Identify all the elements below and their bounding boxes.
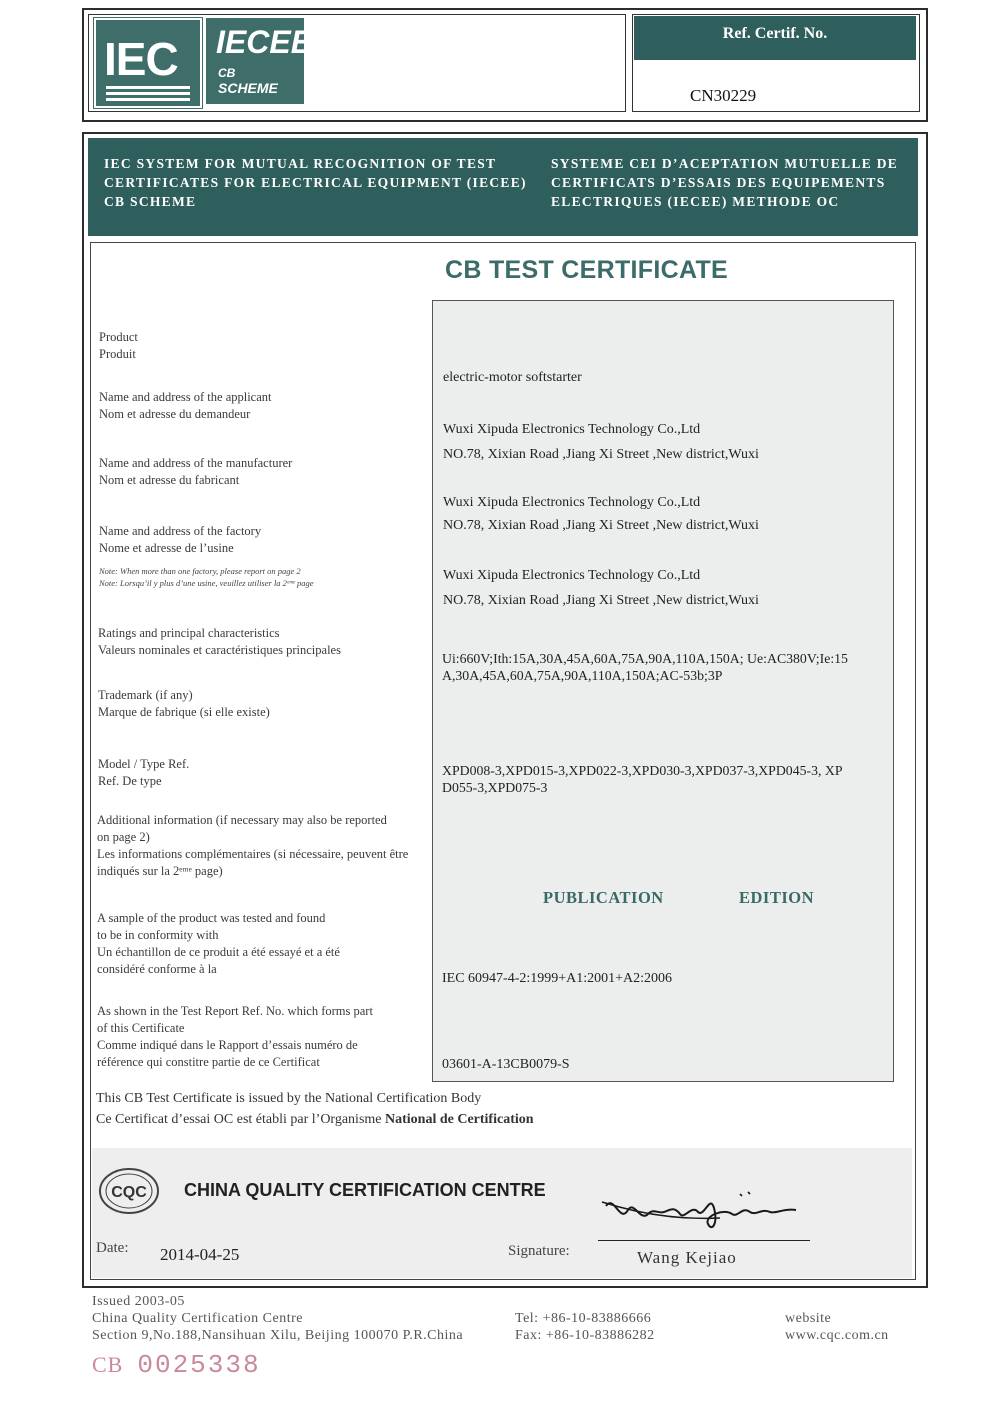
cqc-logo [98, 1166, 160, 1216]
iecee-logo-text: IECEE [216, 24, 313, 60]
label-factory-note [99, 565, 314, 589]
iecee-logo-cb: CB [218, 66, 236, 80]
organization-name: China Quality Certification Centre [92, 1311, 304, 1326]
serial-prefix: CB [92, 1352, 124, 1377]
label-line: A sample of the product was tested and found [97, 911, 326, 925]
banner-fr-line: CERTIFICATS D’ESSAIS DES EQUIPEMENTS [551, 175, 886, 190]
value-line: Wuxi Xipuda Electronics Technology Co.,Ltd [443, 568, 701, 583]
label-line: Name and address of the applicant [99, 390, 272, 404]
certificate-title: CB TEST CERTIFICATE [445, 256, 729, 284]
label-line: As shown in the Test Report Ref. No. which forms part [97, 1004, 373, 1018]
ref-certificate-label: Ref. Certif. No. [634, 16, 916, 60]
issuing-line-fr-bold: National de Certification [385, 1112, 534, 1127]
note-line: Note: Lorsqu’il y plus d’une usine, veuillez utiliser la 2ᵉᵐᵉ page [99, 578, 314, 588]
value-model [442, 762, 843, 796]
value-line: NO.78, Xixian Road ,Jiang Xi Street ,New district,Wuxi [443, 593, 759, 608]
banner-en-line: CB SCHEME [104, 194, 197, 209]
label-line: Product [99, 330, 138, 344]
banner-en-line: CERTIFICATES FOR ELECTRICAL EQUIPMENT (IECEE) [104, 175, 527, 190]
label-sample-conformity [97, 910, 340, 978]
banner-english [104, 154, 527, 211]
phone-fax [515, 1310, 655, 1344]
issuer-name: CHINA QUALITY CERTIFICATION CENTRE [184, 1180, 546, 1200]
label-line: Trademark (if any) [98, 688, 193, 702]
value-line: Wuxi Xipuda Electronics Technology Co.,Ltd [443, 495, 701, 510]
label-line: indiqués sur la 2ᵉᵐᵉ page) [97, 864, 223, 878]
signature-label: Signature: [508, 1243, 570, 1259]
serial-number [92, 1350, 261, 1380]
value-line: D055-3,XPD075-3 [442, 780, 548, 795]
issuing-body-statement [96, 1088, 534, 1130]
label-line: Model / Type Ref. [98, 757, 190, 771]
banner-french [551, 154, 898, 211]
value-report-ref: 03601-A-13CB0079-S [442, 1057, 570, 1072]
value-line: Wuxi Xipuda Electronics Technology Co.,Ltd [443, 422, 701, 437]
label-line: Nom et adresse du fabricant [99, 473, 240, 487]
edition-header: EDITION [739, 888, 815, 907]
label-product [99, 329, 138, 363]
website-label: website [785, 1311, 832, 1326]
value-line: NO.78, Xixian Road ,Jiang Xi Street ,New district,Wuxi [443, 518, 759, 533]
label-line: Nom et adresse du demandeur [99, 407, 251, 421]
value-line: Ui:660V;Ith:15A,30A,45A,60A,75A,90A,110A,150A; Ue:AC380V;Ie:15 [442, 651, 848, 666]
label-line: Name and address of the factory [99, 524, 262, 538]
iec-logo [94, 18, 202, 108]
issued-date: Issued 2003-05 [92, 1294, 185, 1309]
publication-header: PUBLICATION [543, 888, 664, 907]
label-line: Marque de fabrique (si elle existe) [98, 705, 270, 719]
value-manufacturer [443, 491, 759, 537]
label-applicant [99, 389, 272, 423]
handwritten-signature [600, 1184, 806, 1240]
issuing-line-fr-text: Ce Certificat d’essai OC est établi par l’Organisme [96, 1112, 385, 1127]
label-additional-info [97, 812, 408, 880]
label-line: Les informations complémentaires (si nécessaire, peuvent être [97, 847, 409, 861]
note-line: Note: When more than one factory, please report on page 2 [99, 566, 301, 576]
organization-address: Section 9,No.188,Nansihuan Xilu, Beijing 100070 P.R.China [92, 1328, 464, 1343]
signature-line [598, 1240, 810, 1241]
value-line: XPD008-3,XPD015-3,XPD022-3,XPD030-3,XPD037-3,XPD045-3, XP [442, 763, 843, 778]
value-factory [443, 563, 759, 613]
iec-logo-text: IEC [104, 33, 178, 85]
label-manufacturer [99, 455, 292, 489]
telephone: Tel: +86-10-83886666 [515, 1311, 652, 1326]
issuer-contact [92, 1293, 463, 1344]
label-factory [99, 523, 261, 557]
label-model [98, 756, 189, 790]
label-line: Comme indiqué dans le Rapport d’essais numéro de [97, 1038, 358, 1052]
label-line: on page 2) [97, 830, 150, 844]
label-line: of this Certificate [97, 1021, 185, 1035]
label-line: Produit [99, 347, 136, 361]
issuing-line-en: This CB Test Certificate is issued by the National Certification Body [96, 1091, 482, 1106]
value-line: NO.78, Xixian Road ,Jiang Xi Street ,New district,Wuxi [443, 447, 759, 462]
value-ratings [442, 650, 848, 684]
website-block [785, 1310, 889, 1344]
issuing-line-fr [96, 1109, 534, 1130]
label-ratings [98, 625, 341, 659]
value-product: electric-motor softstarter [443, 370, 582, 385]
banner-fr-line: SYSTEME CEI D’ACEPTATION MUTUELLE DE [551, 156, 899, 171]
ref-certificate-number: CN30229 [690, 86, 757, 105]
label-line: Un échantillon de ce produit a été essayé et a été [97, 945, 340, 959]
label-line: to be in conformity with [97, 928, 219, 942]
label-test-report [97, 1003, 373, 1071]
date-value: 2014-04-25 [160, 1245, 240, 1264]
label-line: référence qui constitre partie de ce Certificat [97, 1055, 320, 1069]
scheme-banner [88, 138, 918, 236]
label-line: Ratings and principal characteristics [98, 626, 280, 640]
fax: Fax: +86-10-83886282 [515, 1328, 655, 1343]
label-line: Valeurs nominales et caractéristiques principales [98, 643, 341, 657]
label-line: considéré conforme à la [97, 962, 217, 976]
signatory-name: Wang Kejiao [637, 1248, 737, 1267]
iecee-cb-scheme-logo [206, 18, 313, 104]
label-trademark [98, 687, 270, 721]
iecee-logo-scheme: SCHEME [218, 80, 278, 96]
serial-value: 0025338 [137, 1350, 261, 1380]
value-standard: IEC 60947-4-2:1999+A1:2001+A2:2006 [442, 971, 673, 986]
value-line: A,30A,45A,60A,75A,90A,110A,150A;AC-53b;3P [442, 668, 723, 683]
banner-fr-line: ELECTRIQUES (IECEE) METHODE OC [551, 194, 840, 209]
value-applicant [443, 417, 759, 467]
label-line: Additional information (if necessary may also be reported [97, 813, 387, 827]
banner-en-line: IEC SYSTEM FOR MUTUAL RECOGNITION OF TEST [104, 156, 497, 171]
label-line: Nome et adresse de l’usine [99, 541, 234, 555]
label-line: Ref. De type [98, 774, 162, 788]
label-line: Name and address of the manufacturer [99, 456, 293, 470]
website-url: www.cqc.com.cn [785, 1328, 889, 1343]
date-label: Date: [96, 1240, 129, 1256]
cqc-logo-text: CQC [111, 1184, 147, 1201]
